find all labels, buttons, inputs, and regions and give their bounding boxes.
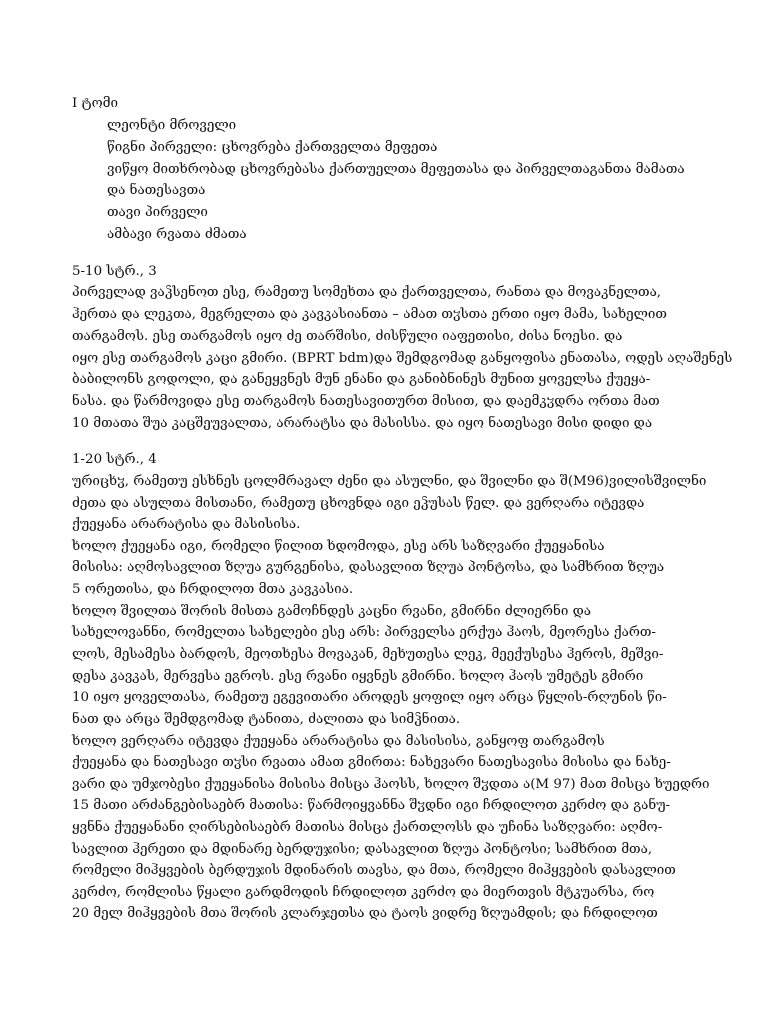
text-line: ყვნნა ქუეყანანი ღირსებისაებრ მათისა მისცა ქართლოსს და უჩინა საზღვარი: აღმო- — [72, 820, 663, 835]
text-line: სახელოვანნი, რომელთა სახელები ესე არს: პირველსა ერქუა ჰაოს, მეორესა ქართ- — [72, 625, 656, 640]
text-line: 10 იყო ყოველთასა, რამეთუ ეგევითარი აროდეს ყოფილ იყო არცა წყლის-რღუნის წი- — [72, 690, 667, 705]
text-line: ქუეყანა და ნათესავი თჳსი რვათა ამათ გმირთა: ნახევარი ნათესავისა მისისა და ნახე- — [72, 755, 671, 770]
text-line: 10 მთათა შუა კაცშეუვალთა, არარატსა და მასისსა. და იყო ნათესავი მისი დიდი და — [72, 416, 653, 431]
text-line: 15 მათი არძანგებისაებრ მათისა: წარმოიყვანნა შჳდნი იგი ჩრდილოთ კერძო და განუ- — [72, 798, 671, 813]
text-line: დესა კავკას, მერვესა ეგროს. ესე რვანი იყვნეს გმირნი. ხოლო ჰაოს უმეტეს გმირი — [72, 669, 644, 684]
toc-line: ამბავი რვათა ძმათა — [107, 227, 247, 242]
text-line: ურიცხჳ, რამეთუ ესხნეს ცოლმრავალ ძენი და ასულნი, და შვილნი და შ(M96)ვილისშვილნი — [72, 474, 707, 489]
text-line: ძეთა და ასულთა მისთანი, რამეთუ ცხოვნდა იგი ეჴუსას წელ. და ვერღარა იტევდა — [72, 496, 645, 511]
text-line: ხოლო ვერღარა იტევდა ქუეყანა არარატისა და მასისისა, განყოფ თარგამოს — [72, 734, 605, 749]
text-line: ხოლო შვილთა შორის მისთა გამოჩნდეს კაცნი რვანი, გმირნი ძლიერნი და — [72, 604, 592, 619]
text-line: ნათ და არცა შემდგომად ტანითა, ძალითა და სიმჴნითა. — [72, 712, 461, 727]
text-line: ვარი და უმჯობესი ქუეყანისა მისისა მისცა ჰაოსს, ხოლო შჳდთა ა(M 97) მათ მისცა ხუედრი — [72, 777, 710, 792]
toc-line: ლეონტი მროველი — [107, 118, 237, 133]
text-line: იყო ესე თარგამოს კაცი გმირი. (BPRT bdm)და შემდგომად განყოფისა ენათასა, ოდეს აღაშენეს — [72, 351, 733, 366]
toc-line: თავი პირველი — [107, 205, 208, 220]
text-line: ხოლო ქუეყანა იგი, რომელი წილით ხდომოდა, ესე არს საზღვარი ქუეყანისა — [72, 539, 605, 554]
text-line: მისისა: აღმოსავლით ზღუა გურგენისა, დასავლით ზღუა პონტოსა, და სამხრით ზღუა — [72, 560, 665, 575]
volume-heading: I ტომი — [72, 96, 118, 111]
text-line: 20 მელ მიჰყვების მთა შორის კლარჯეთსა და ტაოს ვიდრე ზღუამდის; და ჩრდილოთ — [72, 906, 658, 921]
text-line: ქუეყანა არარატისა და მასისისა. — [72, 517, 301, 532]
section-reference: 1-20 სტრ., 4 — [72, 452, 157, 467]
section-reference: 5-10 სტრ., 3 — [72, 264, 157, 279]
text-line: კერძო, რომლისა წყალი გარდმოდის ჩრდილოთ კერძო და მიერთვის მტკუარსა, რო — [72, 885, 655, 900]
toc-line: და ნათესავთა — [107, 183, 206, 198]
text-line: პირველად ვაჴსენოთ ესე, რამეთუ სომეხთა და ქართველთა, რანთა და მოვაკნელთა, — [72, 285, 662, 300]
toc-line: ვიწყო მითხრობად ცხოვრებასა ქართუელთა მეფეთასა და პირველთაგანთა მამათა — [107, 162, 685, 177]
text-line: 5 ორეთისა, და ჩრდილოთ მთა კავკასია. — [72, 582, 354, 597]
toc-line: წიგნი პირველი: ცხოვრება ქართველთა მეფეთა — [107, 140, 438, 155]
text-line: ლოს, მესამესა ბარდოს, მეოთხესა მოვაკან, მეხუთესა ლეკ, მეექუსესა ჰეროს, მეშვი- — [72, 647, 664, 662]
text-line: ბაბილონს გოდოლი, და განეყვნეს მუნ ენანი და განიბნინეს მუნით ყოველსა ქუეყა- — [72, 372, 651, 387]
text-line: თარგამოს. ესე თარგამოს იყო ძე თარშისი, ძისწული იაფეთისი, ძისა ნოესი. და — [72, 329, 623, 344]
text-line: ნასა. და წარმოვიდა ესე თარგამოს ნათესავითურთ მისით, და დაემკჳდრა ორთა მათ — [72, 394, 660, 409]
text-line: სავლით ჰერეთი და მდინარე ბერდუჯისი; დასავლით ზღუა პონტოსი; სამხრით მთა, — [72, 842, 653, 857]
text-line: ჰერთა და ლეკთა, მეგრელთა და კავკასიანთა – ამათ თჳსთა ერთი იყო მამა, სახელით — [72, 307, 667, 322]
text-line: რომელი მიჰყვების ბერდუჯის მდინარის თავსა, და მთა, რომელი მიჰყვების დასავლით — [72, 863, 676, 878]
